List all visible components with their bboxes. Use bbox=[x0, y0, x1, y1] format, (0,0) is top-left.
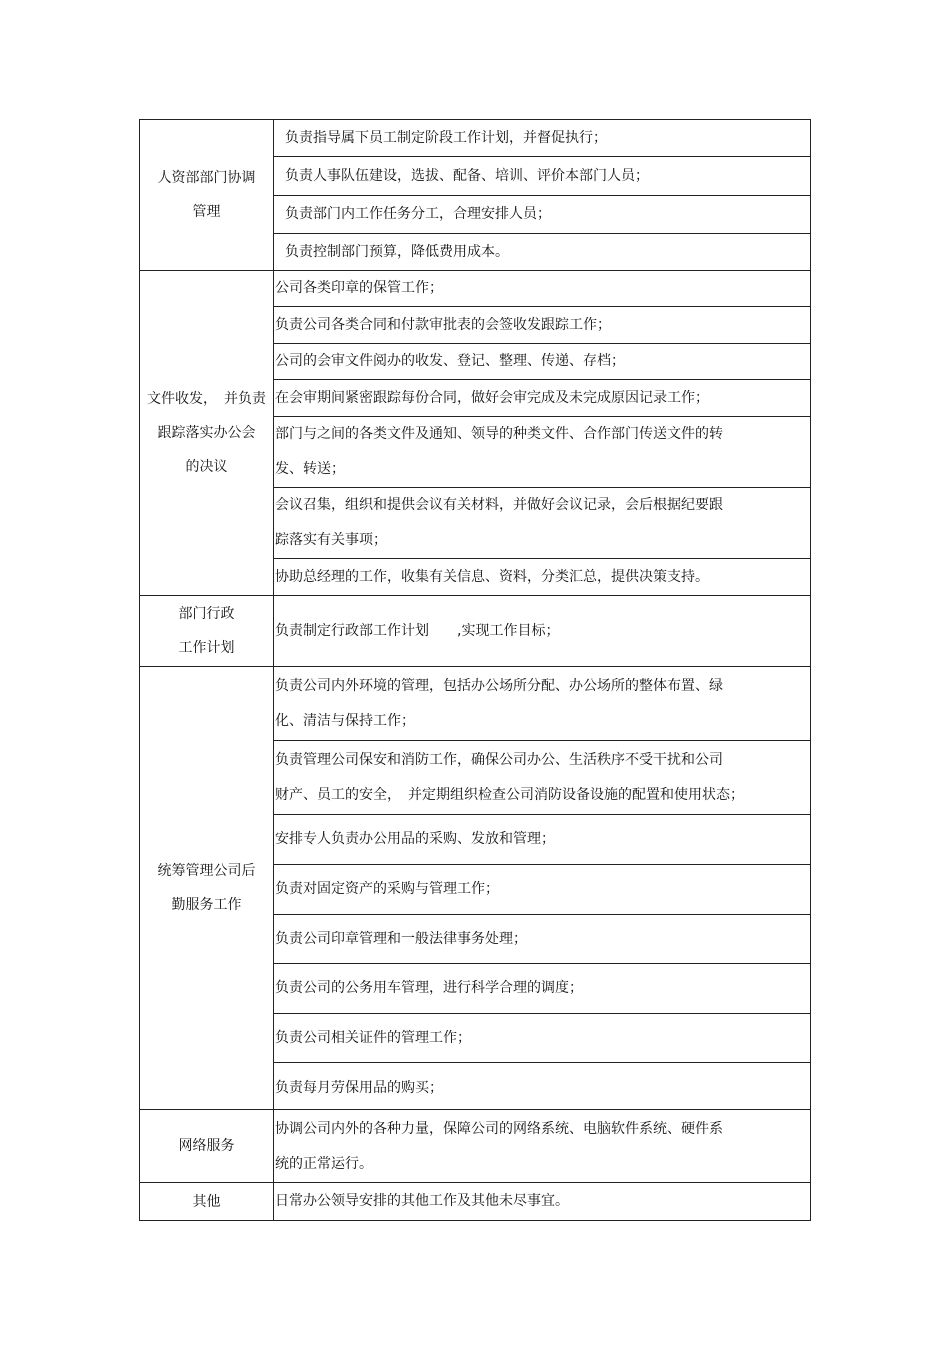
category-label-line: 其他 bbox=[192, 1193, 221, 1210]
table-row-group bbox=[140, 596, 810, 667]
duty-cell bbox=[274, 815, 810, 865]
category-label-line: 的决议 bbox=[185, 459, 228, 475]
table-row-group bbox=[140, 271, 810, 596]
duty-cell bbox=[274, 307, 810, 344]
category-label bbox=[140, 667, 274, 1109]
category-label-line: 文件收发， 并负责 bbox=[147, 391, 266, 407]
duty-cell bbox=[274, 344, 810, 380]
duty-text-line: 财产、员工的安全， 并定期组织检查公司消防设备设施的配置和使用状态； bbox=[275, 786, 744, 803]
duty-cell bbox=[274, 271, 810, 307]
duty-cell bbox=[274, 157, 810, 196]
category-label-line: 人资部部门协调 bbox=[157, 170, 256, 186]
duty-list bbox=[274, 1110, 810, 1182]
category-label bbox=[140, 1110, 274, 1182]
table-row-group bbox=[140, 120, 810, 271]
duty-cell bbox=[274, 1014, 810, 1063]
duty-cell bbox=[274, 1063, 810, 1113]
duty-text-line: 在会审期间紧密跟踪每份合同，做好会审完成及未完成原因记录工作； bbox=[275, 389, 709, 406]
duty-text-line: 负责制定行政部工作计划 ,实现工作目标； bbox=[275, 623, 560, 639]
duty-text-line: 负责公司的公务用车管理，进行科学合理的调度； bbox=[275, 980, 583, 996]
duty-list bbox=[274, 120, 810, 270]
duty-text-line: 负责对固定资产的采购与管理工作； bbox=[275, 881, 499, 897]
duty-cell bbox=[274, 741, 810, 815]
duty-cell bbox=[274, 915, 810, 964]
category-label-line: 跟踪落实办公会 bbox=[157, 425, 256, 441]
duty-text-line: 负责公司印章管理和一般法律事务处理； bbox=[275, 930, 527, 947]
duty-cell bbox=[274, 865, 810, 915]
duty-text-line: 公司的会审文件阅办的收发、登记、整理、传递、存档； bbox=[275, 353, 625, 369]
duty-cell bbox=[274, 667, 810, 741]
duty-cell bbox=[274, 488, 810, 559]
duty-text-line: 日常办公领导安排的其他工作及其他未尽事宜。 bbox=[275, 1193, 569, 1209]
duty-text-line: 部门与之间的各类文件及通知、领导的种类文件、合作部门传送文件的转 bbox=[275, 426, 723, 442]
category-label bbox=[140, 596, 274, 666]
duty-list bbox=[274, 596, 810, 666]
duty-cell bbox=[274, 1183, 810, 1220]
duty-text-line: 踪落实有关事项； bbox=[275, 532, 387, 548]
duty-text-line: 安排专人负责办公用品的采购、发放和管理； bbox=[275, 831, 555, 847]
duty-cell bbox=[274, 120, 810, 157]
duty-text-line: 发、转送； bbox=[275, 461, 345, 477]
duty-cell bbox=[274, 964, 810, 1014]
duty-cell bbox=[274, 196, 810, 234]
duty-cell bbox=[274, 559, 810, 596]
duty-text-line: 化、清洁与保持工作； bbox=[275, 712, 415, 729]
category-label bbox=[140, 271, 274, 595]
duty-list bbox=[274, 1183, 810, 1220]
table-row-group bbox=[140, 1110, 810, 1183]
duty-cell bbox=[274, 1110, 810, 1183]
category-label bbox=[140, 120, 274, 270]
table-row-group bbox=[140, 667, 810, 1110]
duty-text-line: 负责公司内外环境的管理，包括办公场所分配、办公场所的整体布置、绿 bbox=[275, 677, 723, 694]
category-label-line: 勤服务工作 bbox=[171, 897, 242, 913]
duty-list bbox=[274, 667, 810, 1109]
category-label-line: 部门行政 bbox=[178, 606, 235, 622]
duty-text-line: 协助总经理的工作，收集有关信息、资料，分类汇总，提供决策支持。 bbox=[275, 569, 709, 585]
duty-text-line: 负责指导属下员工制定阶段工作计划，并督促执行； bbox=[285, 129, 607, 146]
category-label bbox=[140, 1183, 274, 1220]
duty-text-line: 负责控制部门预算，降低费用成本。 bbox=[285, 244, 509, 260]
duty-text-line: 负责公司各类合同和付款审批表的会签收发跟踪工作； bbox=[275, 316, 611, 333]
duty-text-line: 负责公司相关证件的管理工作； bbox=[275, 1029, 471, 1046]
category-label-line: 工作计划 bbox=[178, 640, 235, 656]
duty-text-line: 负责管理公司保安和消防工作，确保公司办公、生活秩序不受干扰和公司 bbox=[275, 751, 723, 768]
duty-cell bbox=[274, 596, 810, 667]
category-label-line: 管理 bbox=[192, 204, 221, 220]
duty-text-line: 公司各类印章的保管工作； bbox=[275, 280, 443, 296]
duty-text-line: 负责人事队伍建设，选拔、配备、培训、评价本部门人员； bbox=[285, 167, 649, 184]
category-label-line: 网络服务 bbox=[178, 1138, 235, 1154]
duty-cell bbox=[274, 234, 810, 271]
table-row-group bbox=[140, 1183, 810, 1220]
duty-text-line: 统的正常运行。 bbox=[275, 1155, 373, 1172]
duty-text-line: 协调公司内外的各种力量，保障公司的网络系统、电脑软件系统、硬件系 bbox=[275, 1120, 723, 1137]
category-label-line: 统筹管理公司后 bbox=[157, 863, 256, 879]
responsibilities-table bbox=[139, 119, 811, 1221]
duty-text-line: 会议召集，组织和提供会议有关材料，并做好会议记录，会后根据纪要跟 bbox=[275, 497, 723, 513]
duty-text-line: 负责每月劳保用品的购买； bbox=[275, 1079, 443, 1096]
duty-cell bbox=[274, 380, 810, 417]
duty-list bbox=[274, 271, 810, 595]
duty-text-line: 负责部门内工作任务分工，合理安排人员； bbox=[285, 206, 551, 222]
duty-cell bbox=[274, 417, 810, 488]
